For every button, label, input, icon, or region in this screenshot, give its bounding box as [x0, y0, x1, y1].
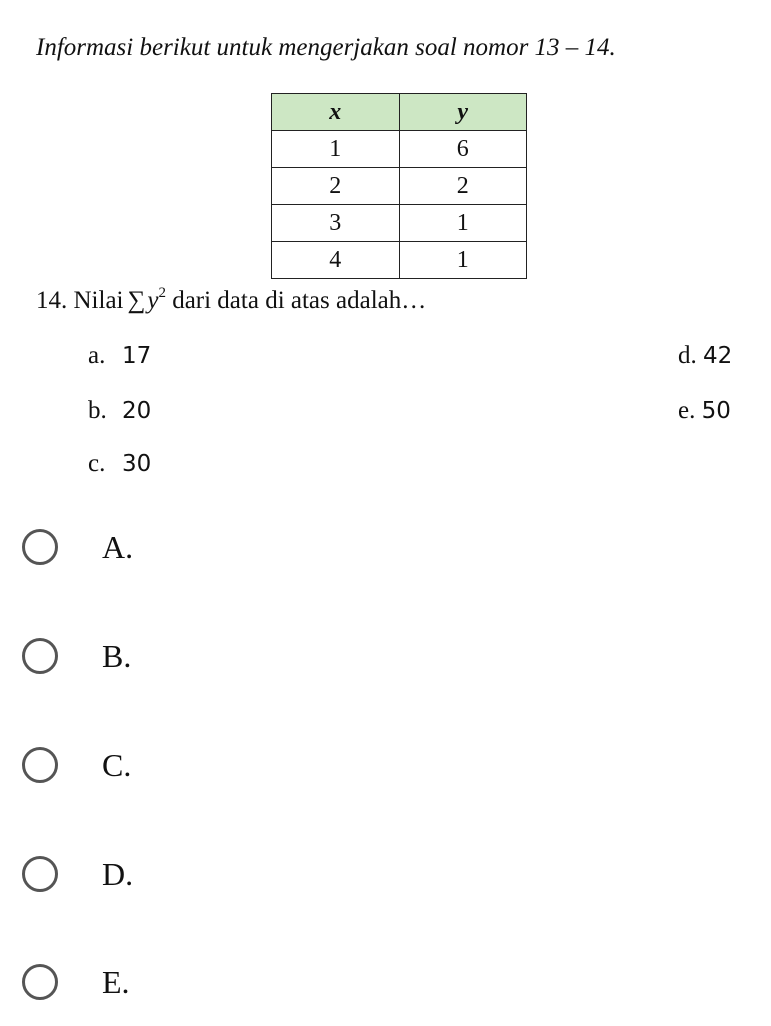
option-value: 42 [703, 343, 733, 369]
table-row [272, 205, 527, 242]
option-letter: a. [88, 342, 106, 369]
answer-choice-e[interactable] [22, 960, 130, 1004]
cell-x: 4 [272, 242, 400, 279]
cell-y: 1 [399, 242, 527, 279]
header-y: y [399, 94, 527, 131]
option-value: 17 [122, 343, 152, 369]
option-b [88, 397, 151, 425]
answer-choice-d[interactable] [22, 852, 133, 896]
radio-button[interactable] [22, 638, 58, 674]
answer-choice-b[interactable] [22, 634, 131, 678]
choice-label: D. [102, 855, 134, 892]
cell-x: 1 [272, 131, 400, 168]
answer-choice-c[interactable] [22, 743, 131, 787]
radio-button[interactable] [22, 529, 58, 565]
radio-button[interactable] [22, 964, 58, 1000]
option-value: 20 [122, 398, 152, 424]
choice-label: E. [102, 963, 130, 1000]
option-a [88, 342, 151, 370]
option-value: 50 [701, 398, 731, 424]
cell-y: 6 [399, 131, 527, 168]
question-text [36, 285, 426, 315]
question-variable: y [147, 287, 159, 314]
header-x: x [272, 94, 400, 131]
option-c [88, 450, 151, 478]
option-letter: b. [88, 397, 107, 424]
cell-y: 1 [399, 205, 527, 242]
choice-label: A. [102, 528, 134, 565]
intro-text: Informasi berikut untuk mengerjakan soal nomor 13 – 14. [36, 34, 616, 61]
option-letter: c. [88, 450, 106, 477]
sigma-symbol: ∑ [127, 287, 146, 314]
question-prefix: Nilai [73, 287, 124, 314]
data-table [271, 93, 527, 279]
choice-label: C. [102, 746, 132, 783]
option-e [678, 397, 731, 425]
table-row [272, 168, 527, 205]
table-header-row [272, 94, 527, 131]
radio-button[interactable] [22, 856, 58, 892]
cell-x: 3 [272, 205, 400, 242]
choice-label: B. [102, 637, 132, 674]
question-suffix: dari data di atas adalah… [172, 287, 427, 314]
answer-choice-a[interactable] [22, 525, 133, 569]
table-row [272, 242, 527, 279]
table-row [272, 131, 527, 168]
option-value: 30 [122, 451, 152, 477]
question-exponent: 2 [158, 285, 166, 301]
cell-x: 2 [272, 168, 400, 205]
cell-y: 2 [399, 168, 527, 205]
option-d [678, 342, 732, 370]
option-letter: e. [678, 397, 696, 424]
question-number: 14. [36, 287, 68, 314]
radio-button[interactable] [22, 747, 58, 783]
option-letter: d. [678, 342, 697, 369]
